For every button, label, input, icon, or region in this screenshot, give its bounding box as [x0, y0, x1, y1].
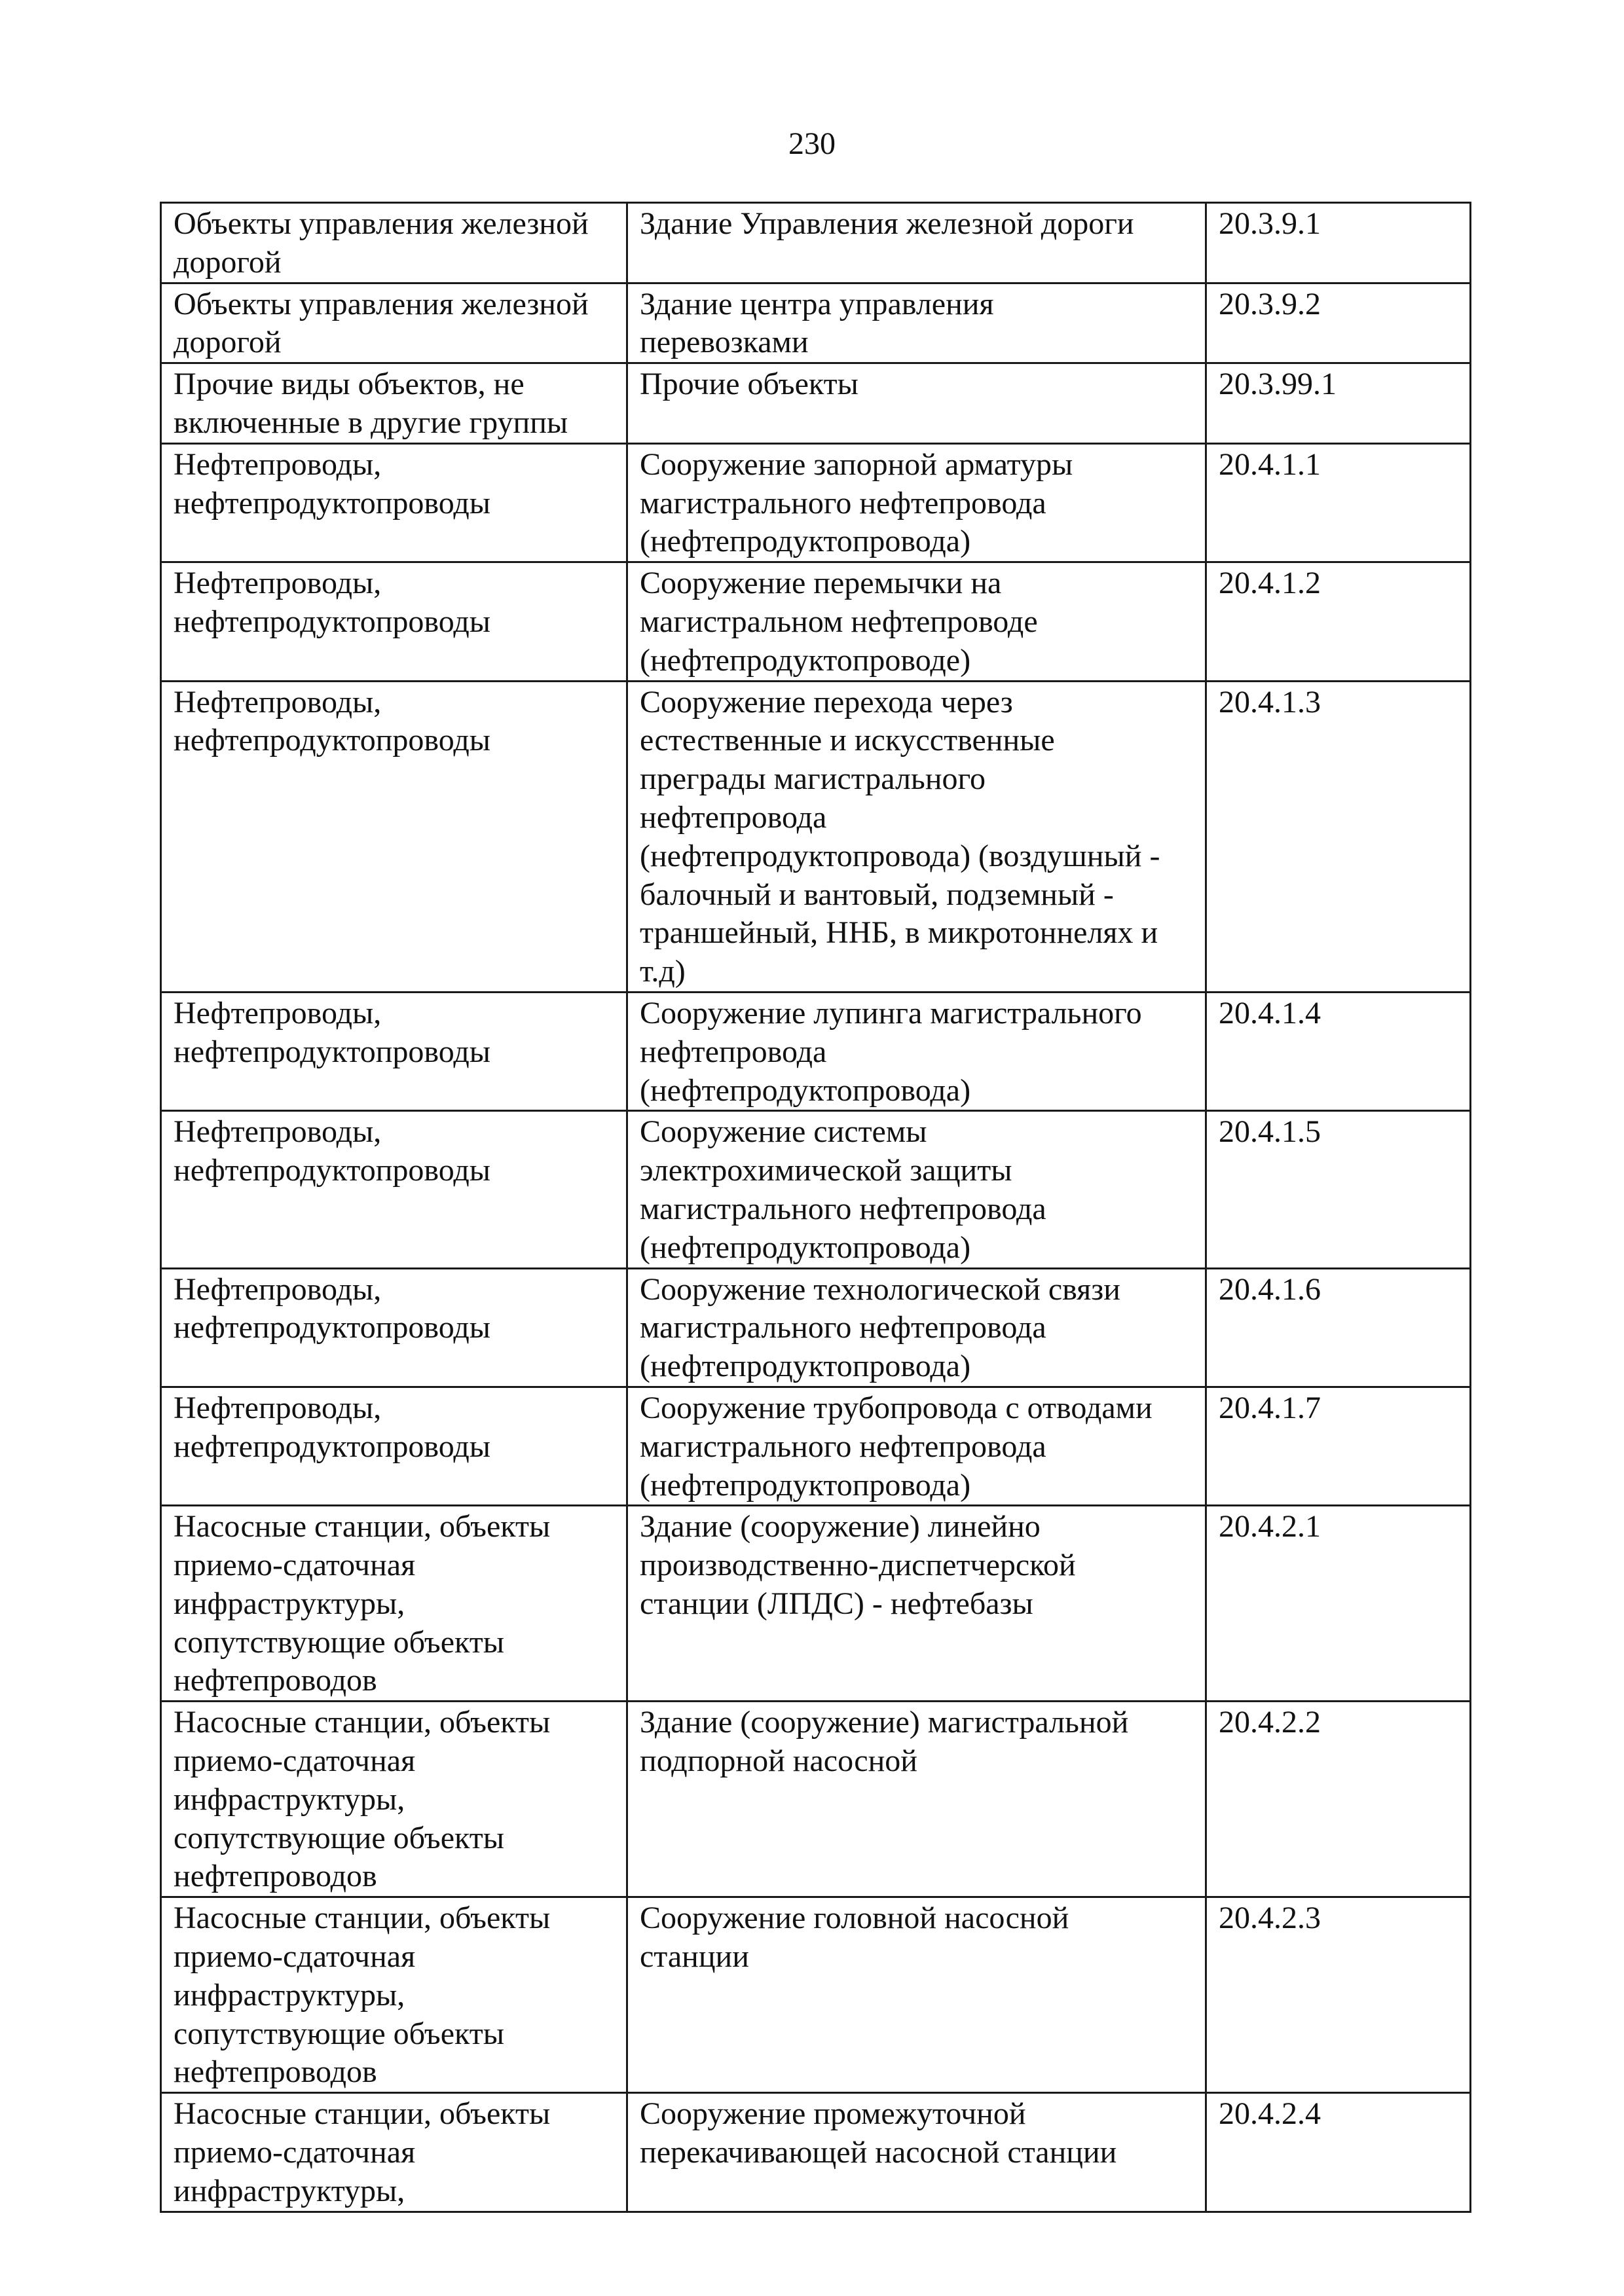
code-cell [1206, 363, 1471, 444]
category-cell [161, 1702, 627, 1897]
objects-classification-table [160, 202, 1471, 2213]
code-text: 20.4.1.1 [1219, 446, 1321, 482]
category-cell [161, 2093, 627, 2212]
category-text: Нефтепроводы, нефтепродуктопроводы [174, 566, 491, 639]
category-text: Нефтепроводы, нефтепродуктопроводы [174, 446, 491, 520]
code-cell [1206, 1506, 1471, 1702]
category-cell [161, 283, 627, 363]
code-cell [1206, 1111, 1471, 1268]
object-cell [627, 1702, 1206, 1897]
table-row [161, 1387, 1471, 1505]
code-text: 20.4.2.2 [1219, 1705, 1321, 1740]
code-cell [1206, 2093, 1471, 2212]
code-text: 20.4.1.4 [1219, 995, 1321, 1030]
code-text: 20.4.2.1 [1219, 1509, 1321, 1544]
category-text: Насосные станции, объекты приемо-сдаточная инфраструктуры, [174, 2096, 551, 2208]
object-text: Здание (сооружение) магистральной подпорной насосной [640, 1705, 1129, 1779]
code-cell [1206, 1268, 1471, 1387]
table-row [161, 992, 1471, 1110]
object-cell [627, 283, 1206, 363]
category-cell [161, 1506, 627, 1702]
category-text: Прочие виды объектов, не включенные в другие группы [174, 367, 568, 440]
category-text: Нефтепроводы, нефтепродуктопроводы [174, 1271, 491, 1345]
code-cell [1206, 1702, 1471, 1897]
code-cell [1206, 681, 1471, 992]
table-row [161, 203, 1471, 283]
table-row [161, 2093, 1471, 2212]
object-text: Здание (сооружение) линейно производственно-диспетчерской станции (ЛПДС) - нефтебазы [640, 1509, 1076, 1621]
table-row [161, 1702, 1471, 1897]
table-row [161, 443, 1471, 562]
object-cell [627, 1897, 1206, 2093]
category-text: Нефтепроводы, нефтепродуктопроводы [174, 1114, 491, 1188]
code-text: 20.3.99.1 [1219, 367, 1337, 402]
object-cell [627, 1387, 1206, 1505]
object-text: Здание центра управления перевозками [640, 286, 994, 360]
category-cell [161, 1387, 627, 1505]
code-text: 20.3.9.2 [1219, 286, 1321, 321]
category-text: Нефтепроводы, нефтепродуктопроводы [174, 684, 491, 758]
object-text: Сооружение технологической связи магистрального нефтепровода (нефтепродуктопровода) [640, 1271, 1120, 1384]
category-cell [161, 1897, 627, 2093]
category-text: Нефтепроводы, нефтепродуктопроводы [174, 995, 491, 1069]
code-text: 20.4.1.3 [1219, 684, 1321, 720]
table-row [161, 1111, 1471, 1268]
category-text: Насосные станции, объекты приемо-сдаточная инфраструктуры, сопутствующие объекты нефтепроводов [174, 1901, 551, 2090]
object-cell [627, 1268, 1206, 1387]
table-row [161, 1268, 1471, 1387]
table-row [161, 562, 1471, 681]
object-cell [627, 363, 1206, 444]
object-text: Сооружение лупинга магистрального нефтепровода (нефтепродуктопровода) [640, 995, 1142, 1108]
category-cell [161, 1111, 627, 1268]
category-cell [161, 443, 627, 562]
page-number: 230 [788, 126, 836, 161]
object-cell [627, 2093, 1206, 2212]
code-cell [1206, 562, 1471, 681]
code-text: 20.4.1.5 [1219, 1114, 1321, 1150]
code-cell [1206, 283, 1471, 363]
category-text: Насосные станции, объекты приемо-сдаточная инфраструктуры, сопутствующие объекты нефтепроводов [174, 1509, 551, 1698]
category-text: Насосные станции, объекты приемо-сдаточная инфраструктуры, сопутствующие объекты нефтепроводов [174, 1705, 551, 1894]
category-text: Объекты управления железной дорогой [174, 206, 589, 280]
code-cell [1206, 1387, 1471, 1505]
code-text: 20.4.1.6 [1219, 1271, 1321, 1307]
object-text: Сооружение запорной арматуры магистрального нефтепровода (нефтепродуктопровода) [640, 446, 1073, 559]
category-text: Нефтепроводы, нефтепродуктопроводы [174, 1390, 491, 1464]
category-cell [161, 1268, 627, 1387]
code-text: 20.4.1.7 [1219, 1390, 1321, 1425]
object-cell [627, 203, 1206, 283]
category-text: Объекты управления железной дорогой [174, 286, 589, 360]
category-cell [161, 681, 627, 992]
object-cell [627, 681, 1206, 992]
object-cell [627, 443, 1206, 562]
object-text: Прочие объекты [640, 367, 858, 402]
code-text: 20.3.9.1 [1219, 206, 1321, 241]
object-text: Сооружение трубопровода с отводами магистрального нефтепровода (нефтепродуктопровода) [640, 1390, 1153, 1503]
object-cell [627, 1111, 1206, 1268]
object-cell [627, 992, 1206, 1110]
object-cell [627, 1506, 1206, 1702]
code-cell [1206, 203, 1471, 283]
table-row [161, 363, 1471, 444]
code-cell [1206, 443, 1471, 562]
object-text: Сооружение промежуточной перекачивающей насосной станции [640, 2096, 1117, 2170]
code-text: 20.4.1.2 [1219, 566, 1321, 601]
object-text: Сооружение перемычки на магистральном нефтепроводе (нефтепродуктопроводе) [640, 566, 1038, 678]
code-text: 20.4.2.3 [1219, 1901, 1321, 1936]
object-cell [627, 562, 1206, 681]
table-row [161, 1897, 1471, 2093]
category-cell [161, 562, 627, 681]
table-row [161, 283, 1471, 363]
code-cell [1206, 1897, 1471, 2093]
object-text: Сооружение перехода через естественные и искусственные преграды магистрального нефтепровода (нефтепродуктопровода) (воздушный - балочный и вантовый, подземный - траншейный, ННБ, в микротоннелях и т.д) [640, 684, 1160, 989]
category-cell [161, 203, 627, 283]
table-row [161, 681, 1471, 992]
category-cell [161, 992, 627, 1110]
object-text: Здание Управления железной дороги [640, 206, 1134, 241]
object-text: Сооружение головной насосной станции [640, 1901, 1069, 1975]
code-cell [1206, 992, 1471, 1110]
object-text: Сооружение системы электрохимической защиты магистрального нефтепровода (нефтепродуктопровода) [640, 1114, 1046, 1265]
table-row [161, 1506, 1471, 1702]
code-text: 20.4.2.4 [1219, 2096, 1321, 2132]
category-cell [161, 363, 627, 444]
